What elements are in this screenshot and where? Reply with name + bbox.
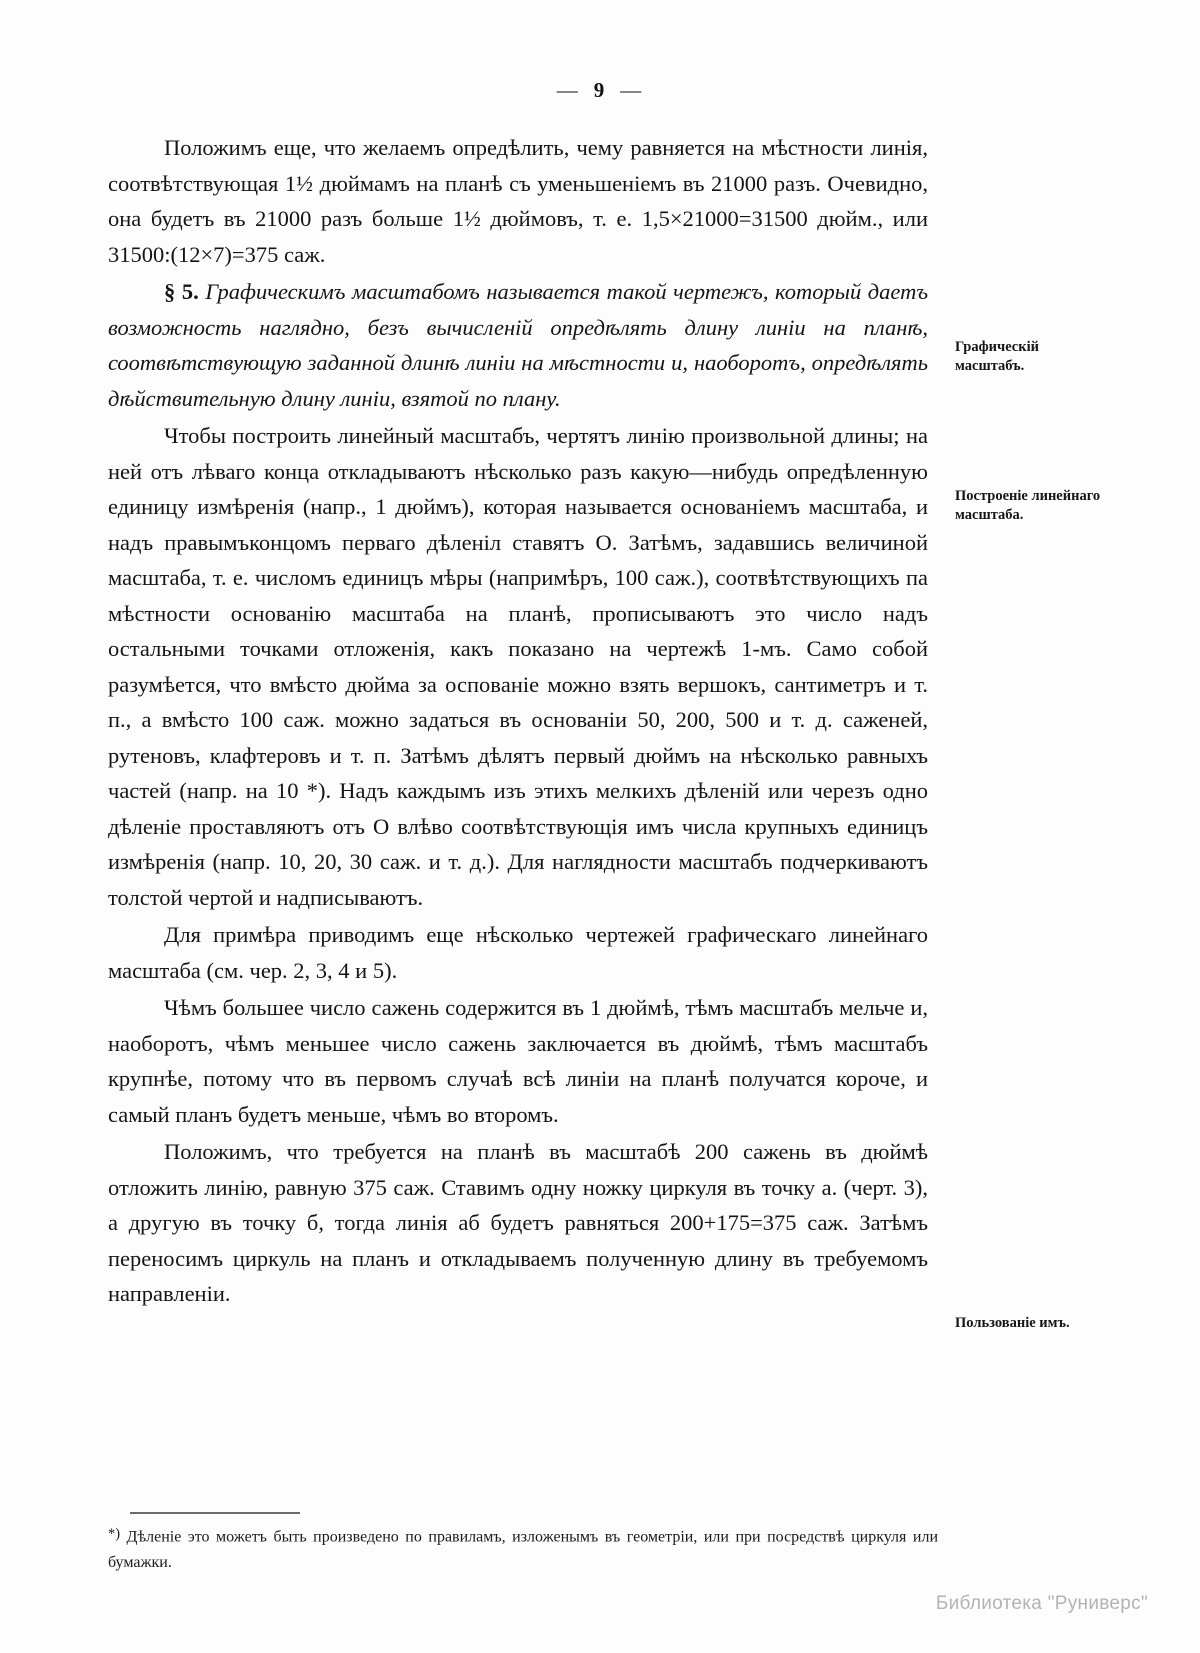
page-number-dash-right: — [620, 78, 644, 102]
paragraph-4: Для примѣра приводимъ еще нѣсколько чертежей графическаго линейнаго масштаба (см. чер. 2, 3, 4 и 5). [108, 922, 928, 983]
library-watermark: Библиотека "Руниверс" [935, 1593, 1148, 1614]
margin-note-usage: Пользованіе имъ. [955, 1315, 1070, 1331]
section-marker: § 5. [164, 279, 199, 304]
page-number [0, 78, 1200, 103]
section-5-definition: Графическимъ масштабомъ называется такой чертежъ, который даетъ возможность наглядно, безъ вычисленій опредѣлять длину линіи на планѣ, соотвѣтствующую заданной длинѣ линіи на мѣстности и, наоборотъ, опредѣлять дѣйствительную длину линіи, взятой по плану. [108, 279, 929, 411]
margin-note-construction: Построеніе линейнаго масштаба. [955, 488, 1101, 523]
footnote [108, 1522, 938, 1575]
paragraph-5: Чѣмъ большее число сажень содержится въ 1 дюймѣ, тѣмъ масштабъ мельче и, наоборотъ, чѣмъ меньшее число сажень заключается въ дюймѣ, тѣмъ масштабъ крупнѣе, потому что въ первомъ случаѣ всѣ линіи на планѣ получатся короче, и самый планъ будетъ меньше, чѣмъ во второмъ. [108, 995, 928, 1127]
paragraph-6: Положимъ, что требуется на планѣ въ масштабѣ 200 сажень въ дюймѣ отложить линію, равную 375 саж. Ставимъ одну ножку циркуля въ точку а. (черт. 3), а другую въ точку б, тогда линія аб будетъ равняться 200+175=375 саж. Затѣмъ переносимъ циркуль на планъ и откладываемъ полученную длину въ требуемомъ направленіи. [108, 1139, 928, 1306]
page-body [108, 130, 928, 1314]
footnote-separator [130, 1512, 300, 1514]
footnote-marker: *) [108, 1526, 120, 1542]
page-number-dash-left: — [556, 78, 580, 102]
paragraph-3: Чтобы построить линейный масштабъ, чертятъ линію произвольной длины; на ней отъ лѣваго конца откладываютъ нѣсколько разъ какую—нибудь опредѣленную единицу измѣренія (напр., 1 дюймъ), которая называется основаніемъ масштаба, и надъ правымъконцомъ перваго дѣленіл ставятъ О. Затѣмъ, задавшись величиной масштаба, т. е. числомъ единицъ мѣры (напримѣръ, 100 саж.), соотвѣтствующихъ па мѣстности основанію масштаба на планѣ, прописываютъ это число надъ остальными точками отложенія, какъ показано на чертежѣ 1-мъ. Само собой разумѣется, что вмѣсто дюйма за осповaніе можно взять вершокъ, сантиметръ и т. п., а вмѣсто 100 саж. можно задаться въ основаніи 50, 200, 500 и т. д. саженей, рутеновъ, клафтеровъ и т. п. Затѣмъ дѣлятъ первый дюймъ на нѣсколько равныхъ частей (напр. на 10 *). Надъ каждымъ изъ этихъ мелкихъ дѣленій или черезъ одно дѣленіе проставляютъ отъ О влѣво соотвѣтствующія имъ числа крупныхъ единицъ измѣренія (напр. 10, 20, 30 саж. и т. д.). Для наглядности масштабъ подчеркиваютъ толстой чертой и надписываютъ. [108, 423, 928, 910]
footnote-text: Дѣленіе это можетъ быть произведено по правиламъ, изложенымъ въ геометріи, или при посредствѣ циркуля или бумажки. [108, 1528, 939, 1571]
margin-note-graphic-scale: Графическій масштабъ. [955, 339, 1039, 374]
paragraph-1: Положимъ еще, что желаемъ опредѣлить, чему равняется на мѣстности линія, соотвѣтствующая 1½ дюймамъ на планѣ съ уменьшеніемъ въ 21000 разъ. Очевидно, она будетъ въ 21000 разъ больше 1½ дюймовъ, т. е. 1,5×21000=31500 дюйм., или 31500:(12×7)=375 саж. [108, 135, 928, 267]
page-number-value: 9 [593, 78, 607, 102]
paragraph-2 [108, 274, 928, 416]
